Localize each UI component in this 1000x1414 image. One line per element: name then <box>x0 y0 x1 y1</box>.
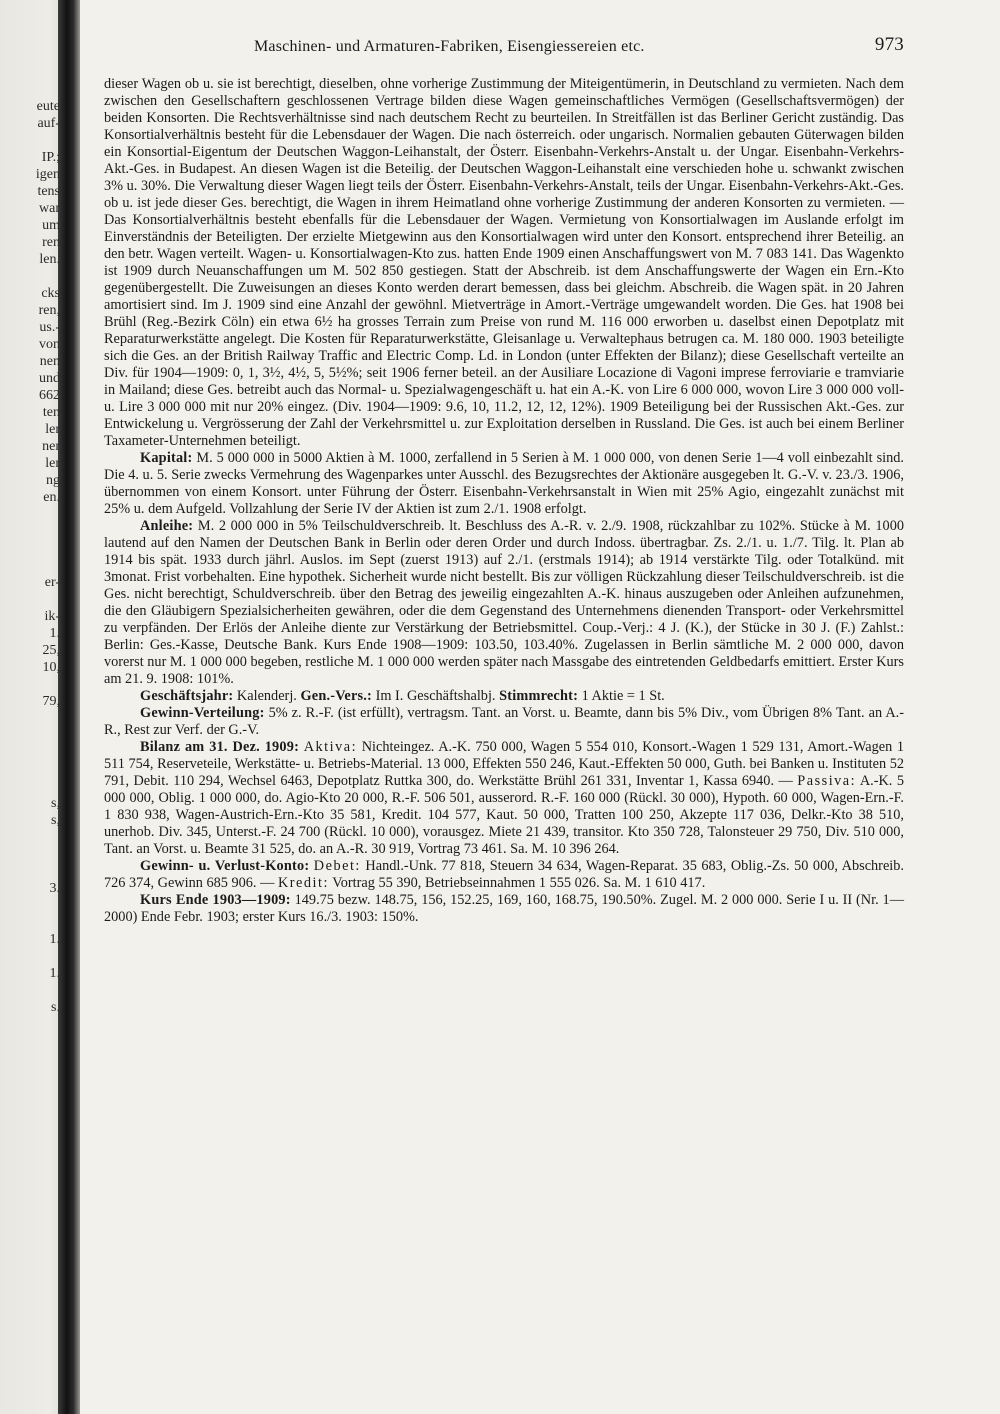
anleihe-section: Anleihe: M. 2 000 000 in 5% Teilschuldverschreib. lt. Beschluss des A.-R. v. 2./9. 1908, rückzahlbar zu 102%. Stücke à M. 1000 lautend auf den Namen der Deutschen Bank in Berlin oder deren Order und durch Indoss. übertragbar. Zs. 2./1. u. 1./7. Tilg. lt. Plan ab 1914 bis spät. 1933 durch jährl. Auslos. im Sept (zuerst 1913) auf 2./1. (erstmals 1914); ab 1914 verstärkte Tilg. oder Totalkünd. mit 3monat. Frist vorbehalten. Eine hypothek. Sicherheit wurde nicht bestellt. Bis zur völligen Rückzahlung dieser Teilschuldverschreib. ist die Ges. nicht berechtigt, Schuldverschreib. über den Betrag des jeweilig eingezahlten A.-K. hinaus auszugeben oder Anleihen aufzunehmen, die den Gläubigern Spezialsicherheiten gewähren, oder die dem Gegenstand des Unternehmens dienenden Transport- oder Verkehrsmittel zu verpfänden. Der Erlös der Anleihe diente zur Verstärkung der Betriebsmittel. Coup.-Verj.: 4 J. (K.), der Stücke in 30 J. (F.) Zahlst.: Berlin: Ges.-Kasse, Deutsche Bank. Kurs Ende 1908—1909: 103.50, 103.40%. Zugelassen in Berlin sämtliche M. 2 000 000, davon vorerst nur M. 1 000 000 begeben, restliche M. 1 000 000 werden später nach Massgabe des eintretenden Geldbedarfs emittiert. Erster Kurs am 21. 9. 1908: 101%. <box>104 518 904 687</box>
margin-fragment: 1. <box>49 626 60 641</box>
gewinn-verlust-section: Gewinn- u. Verlust-Konto: Debet: Handl.-Unk. 77 818, Steuern 34 634, Wagen-Reparat. 35 683, Oblig.-Zs. 50 000, Abschreib. 726 374, Gewinn 685 906. — Kredit: Vortrag 55 390, Betriebseinnahmen 1 555 026. Sa. M. 1 610 417. <box>104 858 904 891</box>
kapital-section: Kapital: M. 5 000 000 in 5000 Aktien à M. 1000, zerfallend in 5 Serien à M. 1 000 000, von denen Serie 1—4 voll einbezahlt sind. Die 4. u. 5. Serie zwecks Vermehrung des Wagenparkes unter Ausschl. des Bezugsrechtes der Aktionäre ausgegeben lt. G.-V. v. 23./3. 1906, übernommen von einem Konsort. unter Führung der Österr. Eisenbahn-Verkehrsanstalt in Wien mit 25% Agio, eingezahlt zunächst mit 25% u. dem Aufgeld. Vollzahlung der Serie IV der Aktien ist zum 2./1. 1908 erfolgt. <box>104 450 905 517</box>
bilanz-section: Bilanz am 31. Dez. 1909: Aktiva: Nichteingez. A.-K. 750 000, Wagen 5 554 010, Konsort.-Wagen 1 529 131, Amort.-Wagen 1 511 754, Reserveteile, Werkstätte- u. Betriebs-Material. 13 000, Effekten 550 246, Kaut.-Effekten 50 000, Guth. bei Banken u. Instituten 52 791, Debit. 110 294, Wechsel 6463, Depotplatz Ruttka 300, do. Werkstätte Brühl 261 331, Inventar 1, Kassa 6940. — Passiva: A.-K. 5 000 000, Oblig. 1 000 000, do. Agio-Kto 20 000, R.-F. 506 501, ausserord. R.-F. 160 000 (Rückl. 30 000), Hypoth. 60 000, Wagen-Ern.-F. 1 830 938, Wagen-Austrich-Ern.-Kto 35 581, Kredit. 104 577, Kaut. 50 000, Tratten 100 250, Akzepte 117 036, Delkr.-Kto 38 510, unerhob. Div. 345, Unterst.-F. 24 700 (Rückl. 10 000), vorausgez. Miete 21 439, transitor. Kto 350 728, Talonsteuer 29 750, Div. 510 000, Tant. an Vorst. u. Beamte 31 525, do. an A.-R. 30 919, Vortrag 73 461. Sa. M. 10 396 264. <box>104 739 905 857</box>
margin-fragment: en. <box>43 490 60 505</box>
document-page <box>104 34 904 926</box>
margin-fragment: ren, <box>38 303 60 318</box>
margin-fragment: cks <box>41 286 60 301</box>
margin-fragment: igen <box>35 167 60 182</box>
margin-fragment: 662 <box>39 388 60 403</box>
margin-fragment: tens <box>37 184 60 199</box>
page-number: 973 <box>874 34 904 55</box>
section-label: Gewinn-Verteilung: <box>140 705 265 721</box>
margin-fragment: er- <box>44 575 60 590</box>
geschaeftsjahr-section: Geschäftsjahr: Kalenderj. Gen.-Vers.: Im I. Geschäftshalbj. Stimmrecht: 1 Aktie = 1 St. <box>140 688 665 704</box>
page-body <box>104 76 904 926</box>
margin-fragment: eute <box>36 99 60 114</box>
margin-fragment: IP.; <box>41 150 60 165</box>
gewinn-verteilung-section: Gewinn-Verteilung: 5% z. R.-F. (ist erfüllt), vertragsm. Tant. an Vorst. u. Beamte, dann bis 5% Div., vom Übrigen 8% Tant. an A.-R., Rest zur Verf. der G.-V. <box>104 705 904 738</box>
margin-fragment: 10, <box>42 660 60 675</box>
margin-fragment: nen <box>39 354 60 369</box>
margin-fragment: s. <box>51 1000 60 1015</box>
margin-fragment: war <box>39 201 60 216</box>
margin-fragment: len. <box>39 252 60 267</box>
section-label: Geschäftsjahr: <box>140 688 234 704</box>
margin-fragment: und <box>39 371 60 386</box>
margin-fragment: s, <box>51 796 60 811</box>
margin-fragment: s, <box>51 813 60 828</box>
debet-label: Debet: <box>313 858 361 874</box>
margin-fragment: auf- <box>37 116 60 131</box>
intro-paragraph: dieser Wagen ob u. sie ist berechtigt, dieselben, ohne vorherige Zustimmung der Miteigentümerin, in Deutschland zu vermieten. Nach dem zwischen den Gesellschaftern geschlossenen Vertrage bilden diese Wagen gemeinschaftliches Vermögen (Gesellschaftsvermögen) der beiden Konsorten. Die Rechtsverhältnisse sind nach deutschem Recht zu beurteilen. In Streitfällen ist das Berliner Gericht zuständig. Das Konsortialverhältnis besteht für die Lebensdauer der Wagen. Die nach österreich. oder ungarisch. Normalien gebauten Güterwagen bilden ein Konsortial-Eigentum der Deutschen Waggon-Leihanstalt, der Österr. Eisenbahn-Verkehrs-Anstalt u. der Ungar. Eisenbahn-Verkehrs-Akt.-Ges. in Budapest. An diesen Wagen ist die Beteilig. der Deutschen Waggon-Leihanstalt eine verschieden hohe u. schwankt zwischen 3% u. 30%. Die Verwaltung dieser Wagen liegt teils der Österr. Eisenbahn-Verkehrs-Anstalt, teils der Ungar. Eisenbahn-Verkehrs-Akt.-Ges. ob u. ist jede dieser Ges. berechtigt, die Wagen in ihrem Heimatland ohne vorherige Zustimmung der anderen Konsorten zu vermieten. — Das Konsortialverhältnis besteht ebenfalls für die Lebensdauer der Wagen. Vermietung von Konsortialwagen im Auslande erfolgt im Einverständnis der Beteiligten. Der erzielte Mietgewinn aus den Konsortialwagen wird unter den Konsort. entsprechend ihrer Beteilig. an den betr. Wagen verteilt. Wagen- u. Konsortialwagen-Kto zus. hatten Ende 1909 einen Anschaffungswert von M. 7 083 141. Das Wagenkto ist 1909 durch Neuanschaffungen um M. 502 850 gestiegen. Statt der Abschreib. ist dem Anschaffungswerte der Wagen ein Ern.-Kto gegenübergestellt. Die Zuweisungen an dieses Konto werden derart bemessen, dass bei gleichm. Abschreib. die Wagen spät. in 20 Jahren amortisiert sind. Im J. 1909 sind eine Anzahl der gewöhnl. Mietverträge in Amort.-Verträge umgewandelt worden. Die Ges. hat 1908 bei Brühl (Reg.-Bezirk Cöln) ein etwa 6½ ha grosses Terrain zum Preise von rund M. 116 000 erworben u. daselbst einen Depotplatz mit Reparaturwerkstätte angelegt. Die Kosten für Reparaturwerkstätte, Gleisanlage u. Verwaltерhaus betrugen ca. M. 180 000. 1903 beteiligte sich die Ges. an der British Railway Traffic and Electric Comp. Ld. in London (unter Effekten der Bilanz); diese Gesellschaft verteilte an Div. für 1904—1909: 0, 1, 3½, 4½, 5, 5½%; seit 1906 ferner beteil. an der Ausiliare Locazione di Vagoni imprese ferroviarie e tramviarie in Mailand; diese Ges. betreibt auch das Normal- u. Spezialwagengeschäft u. hat ein A.-K. von Lire 6 000 000, wovon Lire 3 000 000 voll- u. Lire 3 000 000 mit nur 20% eingez. (Div. 1904—1909: 9.6, 10, 11.2, 12, 12, 12%). 1909 Beteiligung bei der Russischen Akt.-Ges. zur Entwickelung u. Vergrösserung der Zahl der Verkehrsmittel u. zur Exploitation derselben in Russland. Die Ges. ist auch bei einem Berliner Taxameter-Unternehmen beteiligt. <box>104 76 904 449</box>
margin-fragment: us.- <box>39 320 60 335</box>
running-title: Maschinen- und Armaturen-Fabriken, Eisengiessereien etc. <box>254 38 645 55</box>
section-label: Anleihe: <box>140 518 194 534</box>
margin-fragment: von <box>39 337 60 352</box>
aktiva-label: Aktiva: <box>303 739 358 755</box>
section-label: Gewinn- u. Verlust-Konto: <box>140 858 310 874</box>
margin-fragment: ren <box>42 235 60 250</box>
margin-fragment: 1. <box>49 932 60 947</box>
margin-fragment: 3. <box>49 881 60 896</box>
page-header <box>104 34 904 64</box>
margin-fragment: 1. <box>49 966 60 981</box>
section-label: Gen.-Vers.: <box>300 688 373 704</box>
margin-fragment: 25, <box>42 643 60 658</box>
kredit-label: Kredit: <box>277 875 329 891</box>
margin-fragment: ner <box>42 439 60 454</box>
kurs-section: Kurs Ende 1903—1909: 149.75 bezw. 148.75, 156, 152.25, 169, 160, 168.75, 190.50%. Zugel. M. 2 000 000. Serie I u. II (Nr. 1—2000) Ende Febr. 1903; erster Kurs 16./3. 1903: 150%. <box>104 892 904 925</box>
section-label: Kurs Ende 1903—1909: <box>140 892 291 908</box>
margin-fragment: ik- <box>44 609 60 624</box>
passiva-label: Passiva: <box>797 773 857 789</box>
margin-fragment: ng <box>46 473 60 488</box>
section-label: Kapital: <box>140 450 193 466</box>
book-binding <box>58 0 80 1414</box>
margin-fragment: ler <box>45 422 60 437</box>
section-label: Stimmrecht: <box>499 688 579 704</box>
margin-fragment: um <box>42 218 60 233</box>
margin-fragment: 79, <box>42 694 60 709</box>
margin-fragment: ten <box>42 405 60 420</box>
margin-fragment: ler <box>45 456 60 471</box>
section-label: Bilanz am 31. Dez. 1909: <box>140 739 300 755</box>
